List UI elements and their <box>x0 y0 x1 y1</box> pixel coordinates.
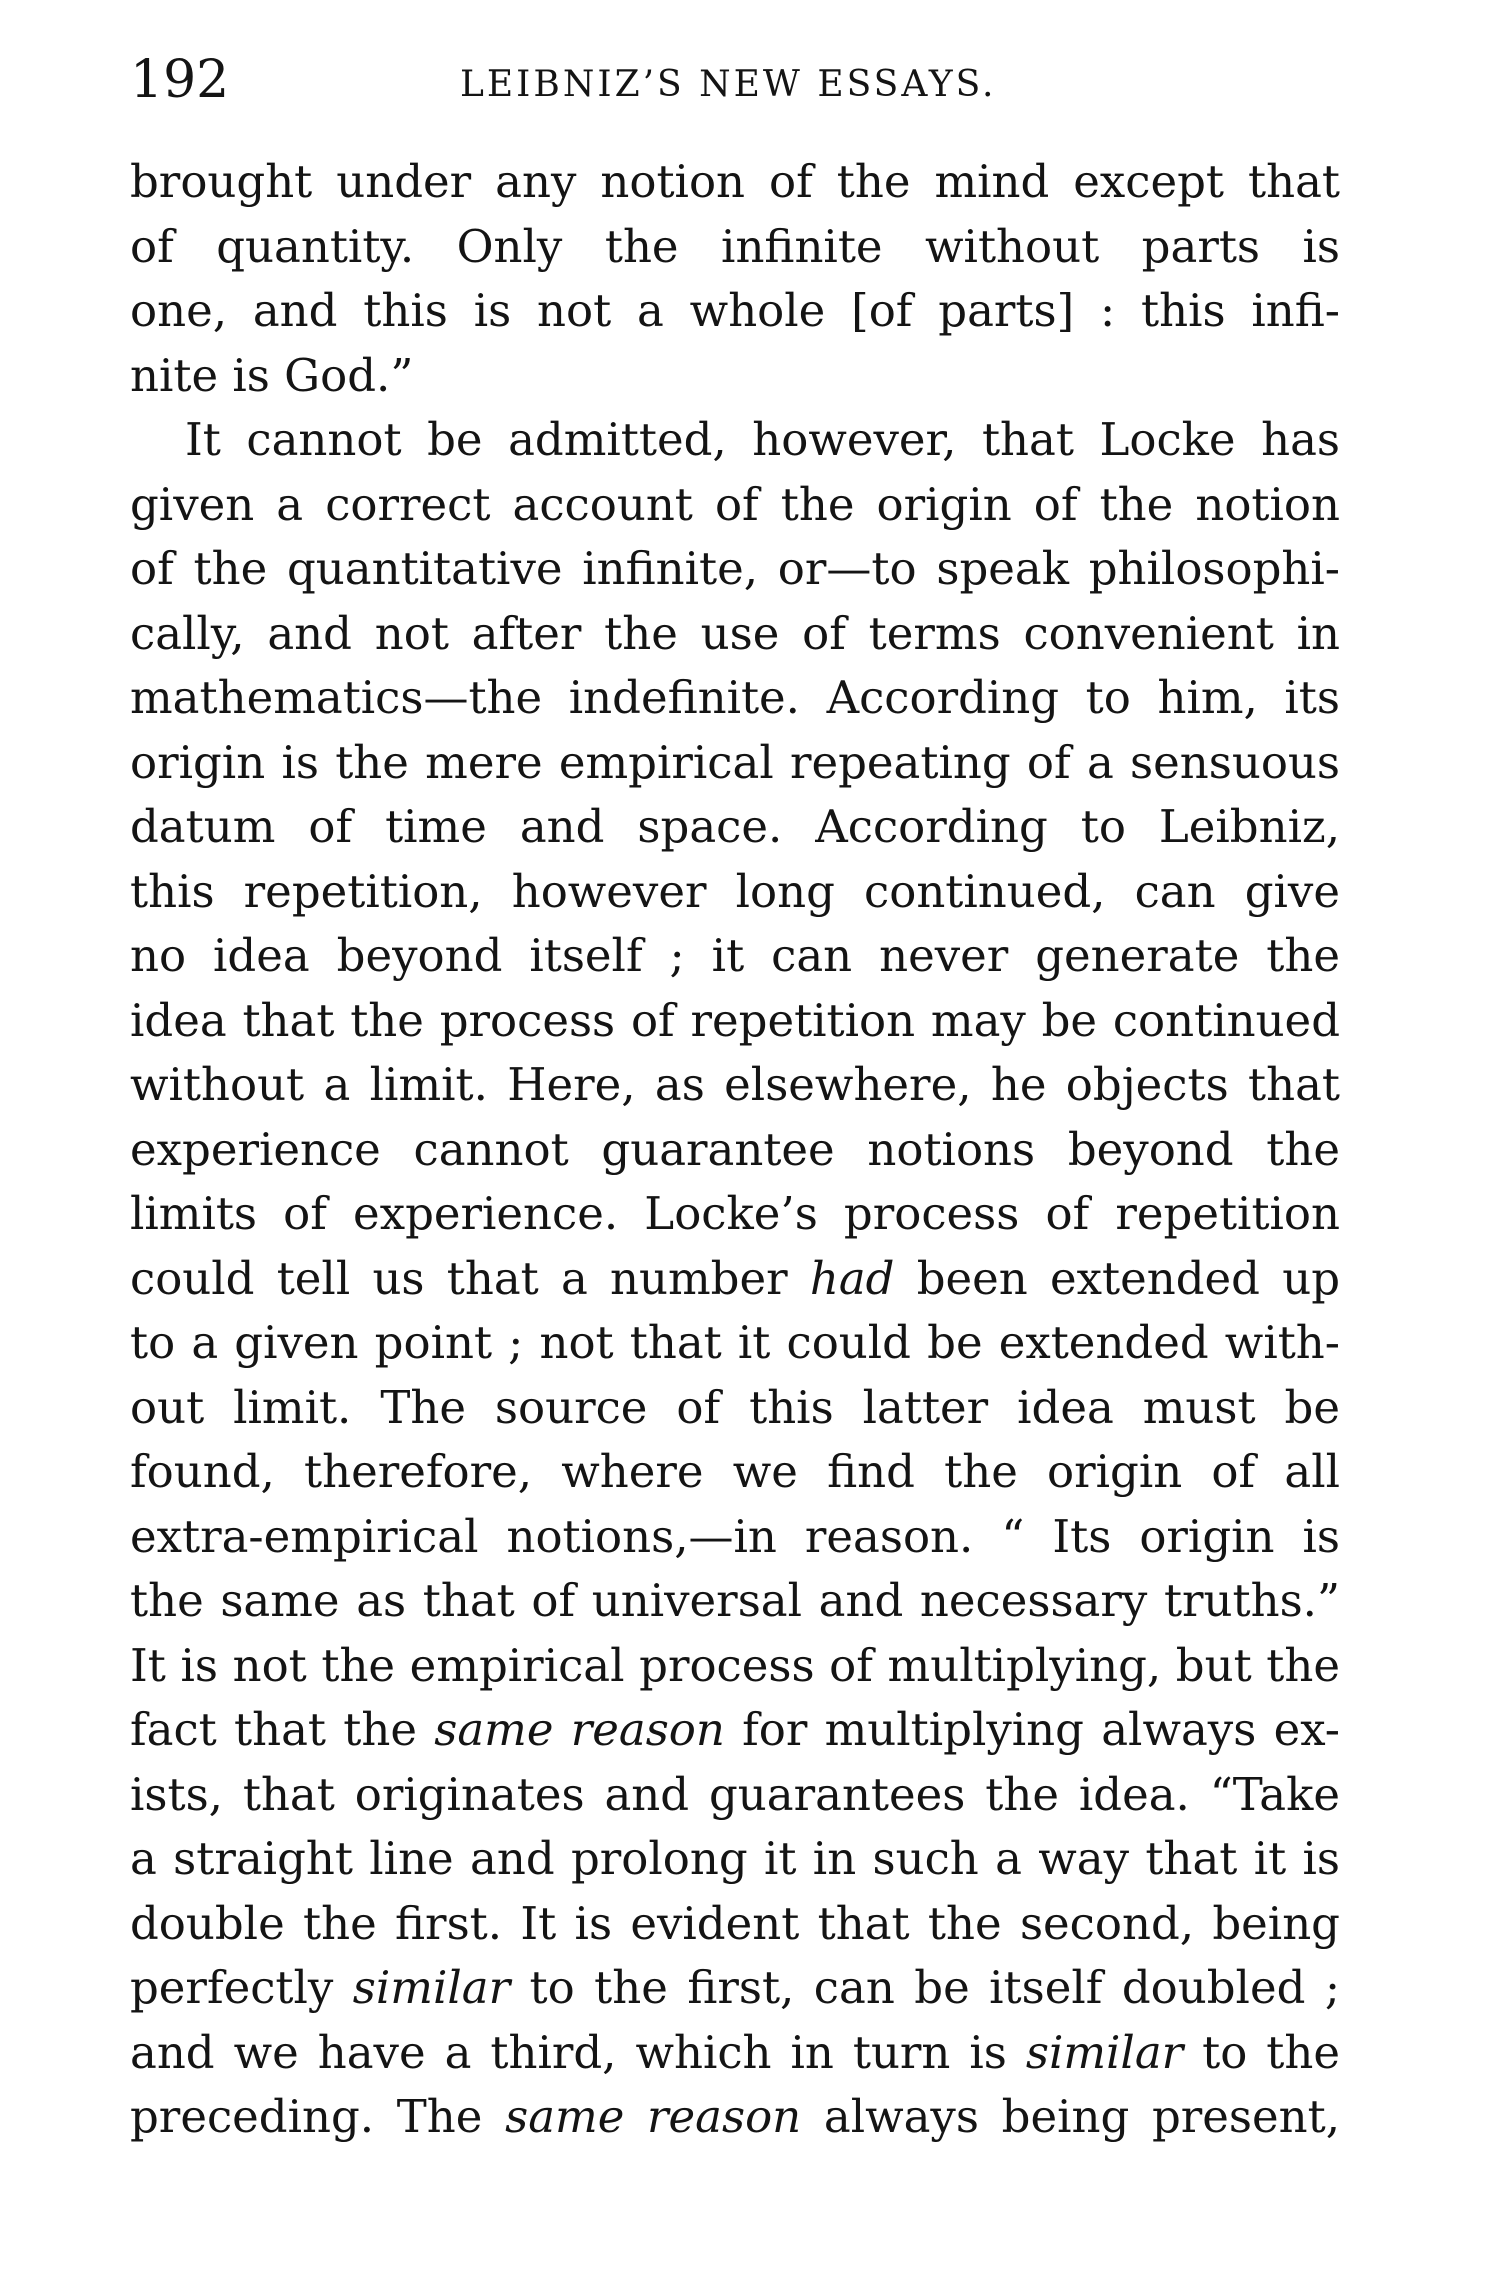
text-segment: no idea beyond itself ; it can never generate the <box>130 929 1340 982</box>
text-line <box>130 1569 1340 1634</box>
italic-text: similar <box>1025 2025 1184 2079</box>
text-segment: could tell us that a number <box>130 1251 810 1305</box>
italic-text: similar <box>352 1961 511 2014</box>
text-line <box>130 150 1340 215</box>
text-segment: brought under any notion of the mind except that <box>130 155 1340 208</box>
text-line <box>130 279 1340 344</box>
text-segment: for multiplying always ex- <box>724 1703 1340 1756</box>
text-line <box>130 2021 1340 2086</box>
text-segment: found, therefore, where we find the origin of all <box>130 1445 1340 1498</box>
text-line <box>130 1311 1340 1376</box>
italic-text: same reason <box>505 2090 802 2143</box>
text-segment: cally, and not after the use of terms convenient in <box>130 606 1340 660</box>
text-line <box>130 1956 1340 2021</box>
text-segment: been extended up <box>894 1251 1341 1305</box>
text-line <box>130 473 1340 538</box>
text-segment: without a limit. Here, as elsewhere, he objects that <box>130 1058 1340 1111</box>
text-segment: out limit. The source of this latter idea must be <box>130 1380 1340 1434</box>
text-segment: to a given point ; not that it could be extended with- <box>130 1316 1340 1369</box>
text-line <box>130 1440 1340 1505</box>
text-line <box>130 1247 1340 1312</box>
text-segment: origin is the mere empirical repeating of a sensuous <box>130 735 1340 789</box>
text-line <box>130 989 1340 1054</box>
text-segment: limits of experience. Locke’s process of repetition <box>130 1187 1340 1240</box>
text-segment: datum of time and space. According to Leibniz, <box>130 800 1340 853</box>
body-text <box>130 150 1340 2150</box>
text-line <box>130 1505 1340 1570</box>
text-line <box>130 537 1340 602</box>
text-segment: idea that the process of repetition may be continued <box>130 993 1340 1047</box>
text-segment: one, and this is not a whole [of parts] : this infi- <box>130 284 1340 337</box>
text-segment: to the first, can be itself doubled ; <box>510 1961 1341 2014</box>
italic-text: had <box>809 1251 895 1305</box>
text-line <box>130 602 1340 667</box>
text-line <box>130 924 1340 989</box>
text-segment: fact that the <box>130 1703 435 1756</box>
text-line <box>130 1763 1340 1828</box>
text-segment: preceding. The <box>130 2090 506 2143</box>
page-number: 192 <box>130 50 230 110</box>
text-line <box>130 795 1340 860</box>
text-line <box>130 1182 1340 1247</box>
running-head <box>130 50 1340 120</box>
text-segment: of quantity. Only the infinite without parts is <box>130 219 1340 273</box>
text-segment: mathematics—the indefinite. According to him, its <box>130 671 1340 724</box>
text-segment: ists, that originates and guarantees the idea. “Take <box>130 1767 1340 1821</box>
text-line <box>130 1827 1340 1892</box>
italic-text: same reason <box>434 1703 725 1756</box>
text-line <box>130 2085 1340 2150</box>
text-segment: always being present, <box>801 2090 1341 2143</box>
text-segment: of the quantitative infinite, or—to speak philosophi- <box>130 542 1340 595</box>
text-segment: this repetition, however long continued, can give <box>130 864 1340 918</box>
text-segment: extra-empirical notions,—in reason. “ Its origin is <box>130 1509 1340 1563</box>
text-segment: double the first. It is evident that the second, being <box>130 1896 1340 1950</box>
text-line <box>130 344 1340 409</box>
text-segment: a straight line and prolong it in such a way that it is <box>130 1832 1340 1885</box>
text-line <box>130 731 1340 796</box>
text-line <box>130 666 1340 731</box>
text-segment: experience cannot guarantee notions beyond the <box>130 1122 1340 1176</box>
text-segment: given a correct account of the origin of the notion <box>130 477 1340 531</box>
running-title: LEIBNIZ’S NEW ESSAYS. <box>460 64 997 105</box>
text-segment: nite is God.” <box>130 348 414 402</box>
text-line <box>130 1698 1340 1763</box>
text-segment: the same as that of universal and necessary truths.” <box>130 1574 1340 1627</box>
text-segment: It is not the empirical process of multiplying, but the <box>130 1638 1340 1692</box>
text-line <box>130 1053 1340 1118</box>
text-line <box>130 1376 1340 1441</box>
text-line <box>130 408 1340 473</box>
text-segment: perfectly <box>130 1961 353 2014</box>
text-line <box>130 1892 1340 1957</box>
text-segment: It cannot be admitted, however, that Locke has <box>185 413 1340 466</box>
text-segment: and we have a third, which in turn is <box>130 2025 1026 2079</box>
text-line <box>130 215 1340 280</box>
text-segment: to the <box>1183 2025 1340 2079</box>
text-line <box>130 860 1340 925</box>
text-line <box>130 1118 1340 1183</box>
text-line <box>130 1634 1340 1699</box>
